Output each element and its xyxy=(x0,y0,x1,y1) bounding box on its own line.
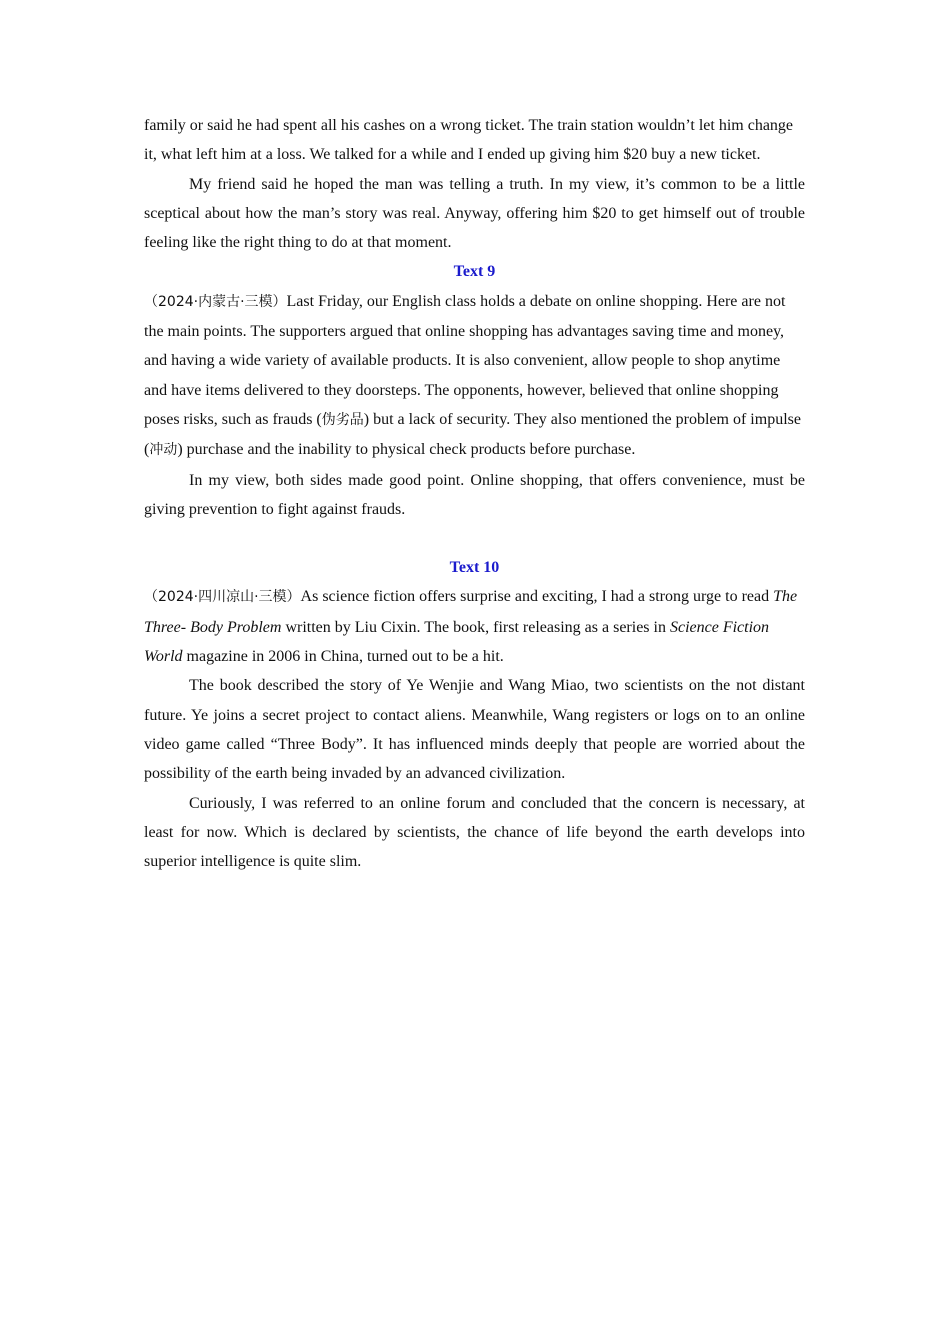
text9-source: （2024·内蒙古·三模） xyxy=(144,293,287,310)
text10-paragraph-2: The book described the story of Ye Wenjie and Wang Miao, two scientists on the not distant future. Ye joins a secret project to contact aliens. Meanwhile, Wang registers or logs on to an online video game called “Three Body”. It has influenced minds deeply that people are worried about the possibility of the earth being invaded by an advanced civilization. xyxy=(144,677,805,783)
text9-paragraph-1-part-b: ) but a lack of security. They also mentioned the problem of impulse ( xyxy=(144,410,801,459)
text8-paragraph-2: My friend said he hoped the man was telling a truth. In my view, it’s common to be a little sceptical about how the man’s story was real. Anyway, offering him $20 to get himself out of trouble feeling like the right thing to do at that moment. xyxy=(144,175,805,252)
text9-paragraph-1-part-c: ) purchase and the inability to physical check products before purchase. xyxy=(177,441,636,459)
text10-paragraph-1 xyxy=(144,582,805,671)
section-spacer xyxy=(144,524,805,553)
text10-paragraph-3: Curiously, I was referred to an online forum and concluded that the concern is necessary, at least for now. Which is declared by scientists, the chance of life beyond the earth develops into superior intelligence is quite slim. xyxy=(144,794,805,871)
text9-gloss-impulse: 冲动 xyxy=(149,442,178,459)
text9-paragraph-2: In my view, both sides made good point. Online shopping, that offers convenience, must be giving prevention to fight against frauds. xyxy=(144,471,805,518)
text9-paragraph-1-part-a: Last Friday, our English class holds a debate on online shopping. Here are not the main points. The supporters argued that online shopping has advantages saving time and money, and having a wide variety of available products. It is also convenient, allow people to shop anytime and have items delivered to they doorsteps. The opponents, however, believed that online shopping poses risks, such as frauds ( xyxy=(144,292,786,428)
text10-heading: Text 10 xyxy=(449,559,500,577)
text10-paragraph-1-part-a: As science fiction offers surprise and exciting, I had a strong urge to read xyxy=(300,588,774,606)
text10-paragraph-1-part-c: magazine in 2006 in China, turned out to be a hit. xyxy=(182,648,504,666)
text9-gloss-frauds: 伪劣品 xyxy=(321,411,364,428)
text9-paragraph-1 xyxy=(144,287,805,466)
text10-source: （2024·四川凉山·三模） xyxy=(144,589,301,606)
magazine-title: Science Fiction World xyxy=(144,618,770,666)
text9-heading: Text 9 xyxy=(453,263,496,281)
book-title: The Three- Body Problem xyxy=(144,588,798,636)
document-page xyxy=(144,111,805,876)
text8-paragraph-1: family or said he had spent all his cashes on a wrong ticket. The train station wouldn’t let him change it, what left him at a loss. We talked for a while and I ended up giving him $20 buy a new ticket. xyxy=(144,117,794,164)
text10-paragraph-1-part-b: written by Liu Cixin. The book, first releasing as a series in xyxy=(281,618,670,636)
